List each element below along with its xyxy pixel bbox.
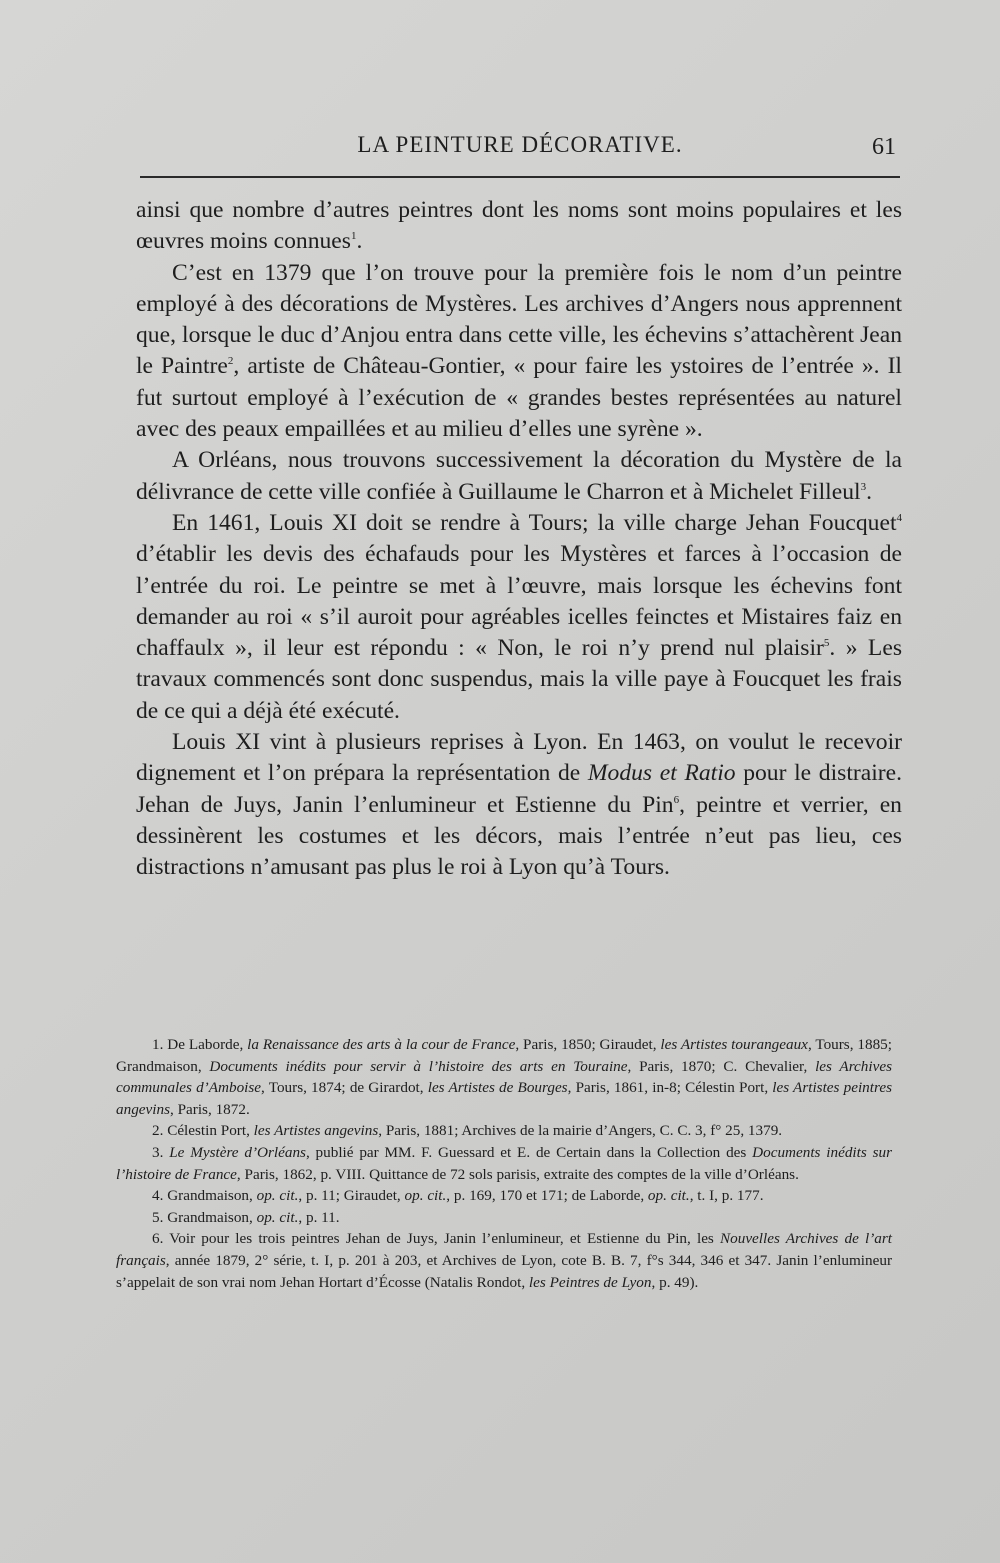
footnote-ref: 2 xyxy=(227,355,234,368)
header-rule xyxy=(140,176,900,178)
footnote: 5. Grandmaison, op. cit., p. 11. xyxy=(152,1208,340,1226)
main-text xyxy=(136,195,902,884)
paragraph: A Orléans, nous trouvons successivement la décoration du Mystère de la délivrance de cette ville confiée à Guillaume le Charron et à Michelet Filleul$^3$. xyxy=(136,447,902,505)
footnote: 6. Voir pour les trois peintres Jehan de Juys, Janin l’enlumineur, et Estienne du Pin, les Nouvelles Archives de l’art français, année 1879, 2° série, t. I, p. 201 à 203, et Archives de Lyon, cote B. B. 7, f°s 344, 346 et 347. Janin l’enlumineur s’appelait de son vrai nom Jehan Hortart d’Écosse (Natalis Rondot, les Peintres de Lyon, p. 49). xyxy=(116,1230,892,1291)
footnote: 4. Grandmaison, op. cit., p. 11; Giraudet, op. cit., p. 169, 170 et 171; de Laborde, op. cit., t. I, p. 177. xyxy=(152,1187,764,1205)
page-number: 61 xyxy=(872,134,896,160)
footnote: 3. Le Mystère d’Orléans, publié par MM. F. Guessard et E. de Certain dans la Collection des Documents inédits sur l’histoire de France, Paris, 1862, p. VIII. Quittance de 72 sols parisis, extraite des comptes de la ville d’Orléans. xyxy=(116,1143,892,1183)
page-header xyxy=(140,130,900,170)
paragraph: ainsi que nombre d’autres peintres dont les noms sont moins populaires et les œuvres moins connues$^1$. xyxy=(136,197,902,255)
paragraph: En 1461, Louis XI doit se rendre à Tours; la ville charge Jehan Foucquet$^4$ d’établir les devis des échafauds pour les Mystères et farces à l’occasion de l’entrée du roi. Le peintre se met à l’œuvre, mais lorsque les échevins font demander au roi « s’il auroit pour agréables icelles feinctes et Mistaires faiz en chaffaulx », il leur est répondu : « Non, le roi n’y prend nul plaisir$^5$. » Les travaux commencés sont donc suspendus, mais la ville paye à Foucquet les frais de ce qui a déjà été exécuté. xyxy=(136,509,902,724)
footnote: 2. Célestin Port, les Artistes angevins, Paris, 1881; Archives de la mairie d’Angers, C. C. 3, f° 25, 1379. xyxy=(152,1122,783,1140)
play-title: Modus et Ratio xyxy=(587,760,736,787)
footnote-ref: 4 xyxy=(896,512,902,525)
footnote: 1. De Laborde, la Renaissance des arts à la cour de France, Paris, 1850; Giraudet, les Artistes tourangeaux, Tours, 1885; Grandmaison, Documents inédits pour servir à l’histoire des arts en Touraine, Paris, 1870; C. Chevalier, les Archives communales d’Amboise, Tours, 1874; de Girardot, les Artistes de Bourges, Paris, 1861, in-8; Célestin Port, les Artistes peintres angevins, Paris, 1872. xyxy=(116,1036,892,1118)
footnote-ref: 5 xyxy=(823,637,830,650)
footnote-ref: 3 xyxy=(860,480,867,493)
footnote-ref: 6 xyxy=(673,793,680,806)
footnote-ref: 1 xyxy=(350,230,357,243)
paragraph: Louis XI vint à plusieurs reprises à Lyon. En 1463, on voulut le recevoir dignement et l’on prépara la représentation de Modus et Ratio pour le distraire. Jehan de Juys, Janin l’enlumineur et Estienne du Pin$^6$, peintre et verrier, en dessinèrent les costumes et les décors, mais l’entrée n’eut pas lieu, ces distractions n’amusant pas plus le roi à Lyon qu’à Tours. xyxy=(136,729,903,881)
paragraph: C’est en 1379 que l’on trouve pour la première fois le nom d’un peintre employé à des décorations de Mystères. Les archives d’Angers nous apprennent que, lorsque le duc d’Anjou entra dans cette ville, les échevins s’attachèrent Jean le Paintre$^2$, artiste de Château-Gontier, « pour faire les ystoires de l’entrée ». Il fut surtout employé à l’exécution de « grandes bestes représentées au naturel avec des peaux empaillées et au milieu d’elles une syrène ». xyxy=(136,259,902,443)
running-title: LA PEINTURE DÉCORATIVE. xyxy=(357,132,683,157)
footnotes xyxy=(116,1034,892,1293)
